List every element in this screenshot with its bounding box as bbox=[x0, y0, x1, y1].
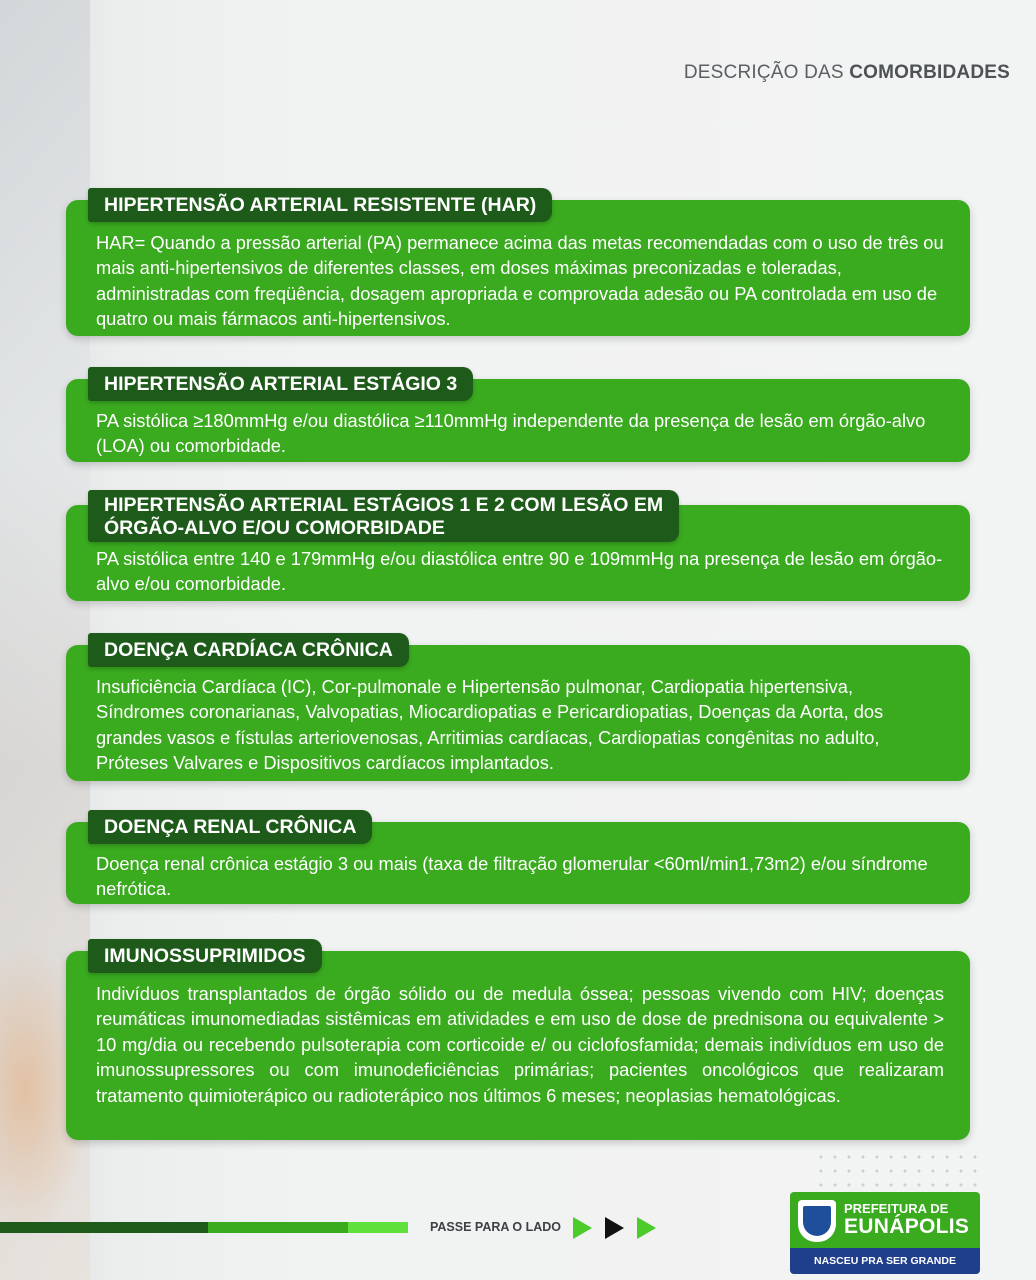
card-label-doenca-cardiaca: DOENÇA CARDÍACA CRÔNICA bbox=[88, 633, 409, 667]
progress-bar-mid bbox=[208, 1222, 348, 1233]
card-label-line-1: HIPERTENSÃO ARTERIAL ESTÁGIOS 1 E 2 COM LESÃO EM bbox=[104, 494, 664, 516]
card-label-hipertensao-estagio-3: HIPERTENSÃO ARTERIAL ESTÁGIO 3 bbox=[88, 367, 473, 401]
card-label-doenca-renal: DOENÇA RENAL CRÔNICA bbox=[88, 810, 372, 844]
logo-top-text: PREFEITURA DE bbox=[844, 1201, 949, 1216]
play-arrow-icon bbox=[637, 1217, 656, 1239]
card-text: PA sistólica ≥180mmHg e/ou diastólica ≥110mmHg independente da presença de lesão em órgão-alvo (LOA) ou comorbidade. bbox=[96, 410, 926, 457]
card-label-hipertensao-estagios-1-2 bbox=[88, 490, 679, 542]
play-arrow-icon bbox=[573, 1217, 592, 1239]
page-title-bold: COMORBIDADES bbox=[849, 62, 1010, 83]
prefeitura-logo bbox=[790, 1192, 980, 1274]
page-title-light: DESCRIÇÃO DAS bbox=[683, 62, 850, 83]
logo-tagline: NASCEU PRA SER GRANDE bbox=[790, 1248, 980, 1274]
page-title bbox=[684, 62, 1010, 84]
card-text: Insuficiência Cardíaca (IC), Cor-pulmonale e Hipertensão pulmonar, Cardiopatia hipertensiva, Síndromes coronarianas, Valvopatias, Miocardiopatias e Pericardiopatias, Doenças da Aorta, dos grandes vasos e fístulas arteriovenosas, Arritimias cardíacas, Cardiopatias congênitas no adulto, Próteses Valvares e Dispositivos cardíacos implantados. bbox=[96, 676, 884, 774]
card-label-line-2: ÓRGÃO-ALVO E/OU COMORBIDADE bbox=[104, 517, 445, 539]
card-label-imunossuprimidos: IMUNOSSUPRIMIDOS bbox=[88, 939, 322, 973]
card-text: HAR= Quando a pressão arterial (PA) permanece acima das metas recomendadas com o uso de três ou mais anti-hipertensivos de diferentes classes, em doses máximas preconizadas e toleradas, administradas com freqüência, dosagem apropriada e comprovada adesão ou PA controlada em uso de quatro ou mais fármacos anti-hipertensivos. bbox=[96, 232, 944, 330]
card-text: Doença renal crônica estágio 3 ou mais (taxa de filtração glomerular <60ml/min1,73m2) e/ou síndrome nefrótica. bbox=[96, 853, 928, 900]
decorative-dots bbox=[814, 1150, 984, 1190]
play-arrow-icon bbox=[605, 1217, 624, 1239]
logo-main-text: EUNÁPOLIS bbox=[844, 1215, 970, 1238]
card-text: Indivíduos transplantados de órgão sólido ou de medula óssea; pessoas vivendo com HIV; doenças reumáticas imunomediadas sistêmicas em atividades e em uso de dose de prednisona ou equivalente > 10 mg/dia ou recebendo pulsoterapia com corticoide e/ ou ciclofosfamida; demais indivíduos em uso de imunossupressores ou com imunodeficiências primárias; pacientes oncológicos que realizaram tratamento quimioterápico ou radioterápico nos últimos 6 meses; neoplasias hematológicas. bbox=[96, 983, 944, 1106]
card-imunossuprimidos bbox=[66, 951, 970, 1140]
card-label-hipertensao-resistente: HIPERTENSÃO ARTERIAL RESISTENTE (HAR) bbox=[88, 188, 552, 222]
card-text: PA sistólica entre 140 e 179mmHg e/ou diastólica entre 90 e 109mmHg na presença de lesão em órgão-alvo e/ou comorbidade. bbox=[96, 548, 943, 595]
swipe-hint: PASSE PARA O LADO bbox=[430, 1220, 562, 1234]
city-seal-icon bbox=[798, 1200, 836, 1242]
progress-bars bbox=[0, 1222, 410, 1233]
progress-bar-dark bbox=[0, 1222, 208, 1233]
progress-bar-light bbox=[348, 1222, 408, 1233]
